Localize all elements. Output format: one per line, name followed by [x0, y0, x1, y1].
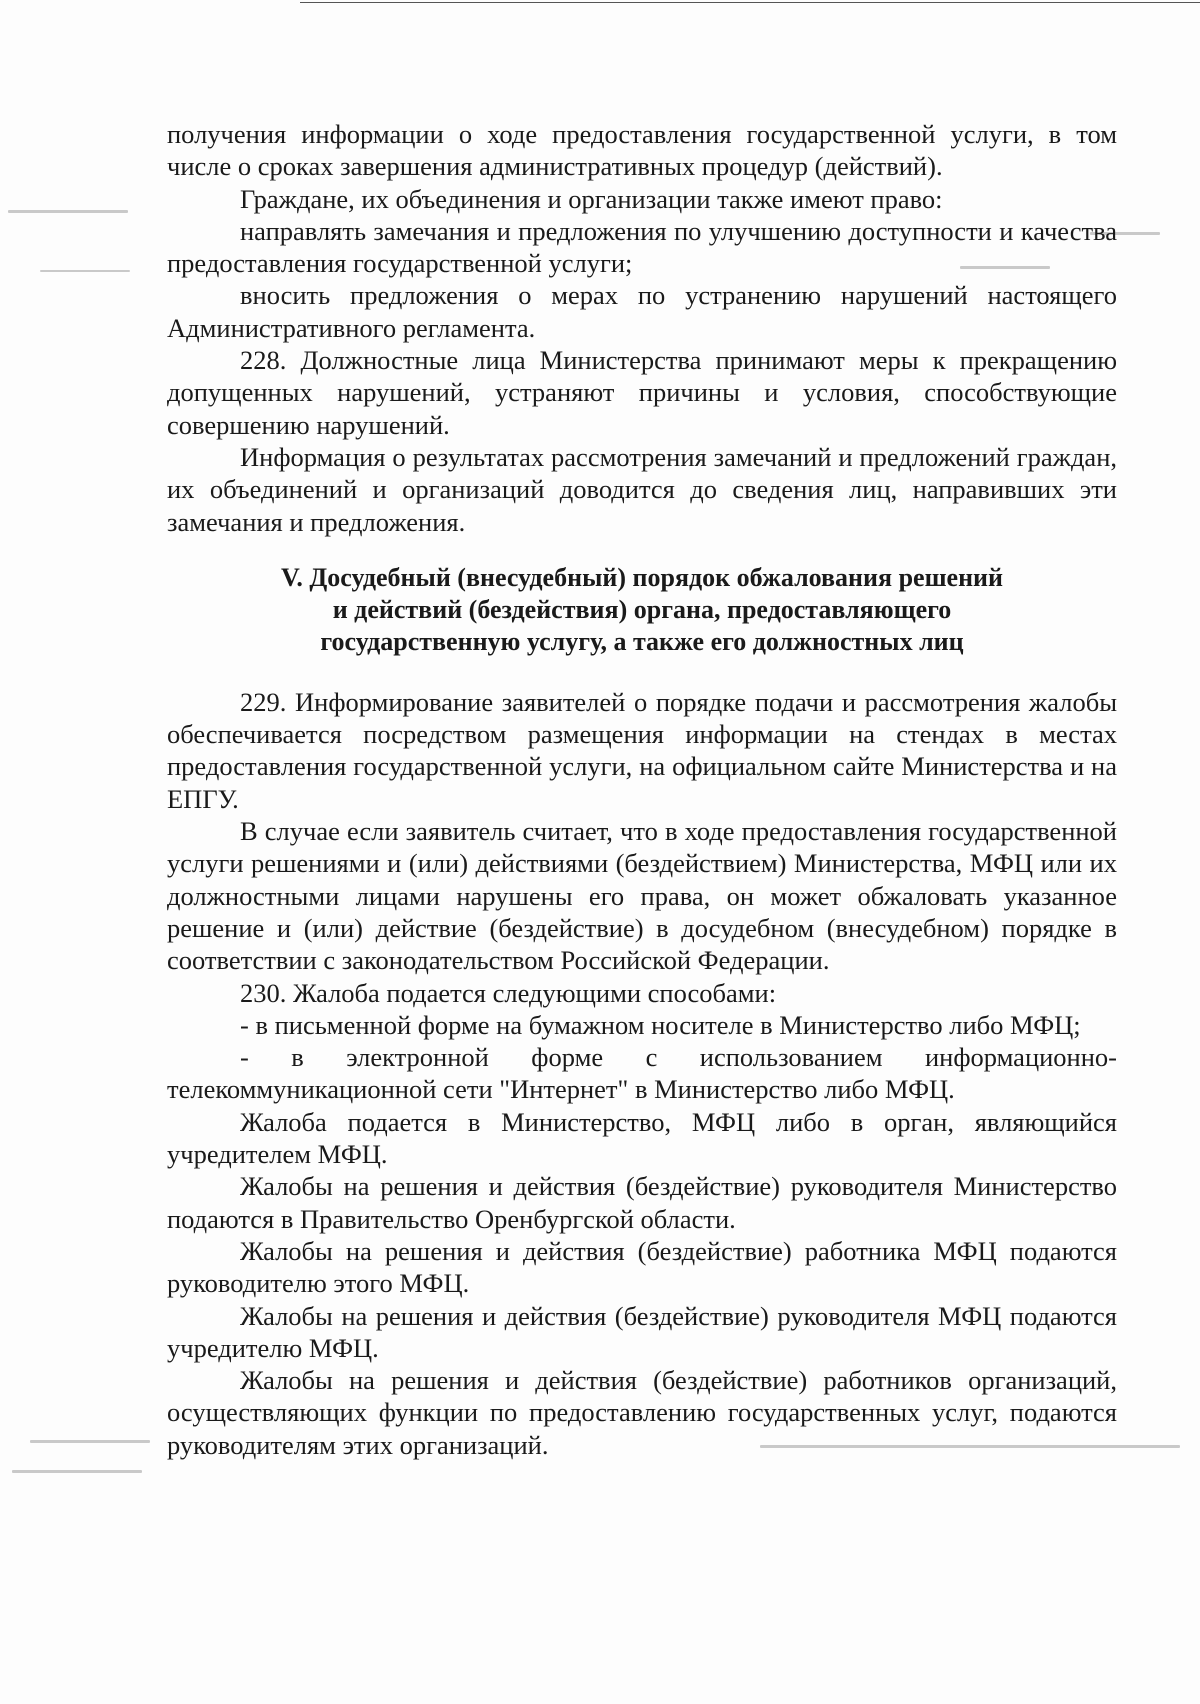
scan-noise — [40, 270, 130, 272]
section-heading-line: V. Досудебный (внесудебный) порядок обжалования решений — [280, 562, 1004, 592]
section-heading-line: государственную услугу, а также его должностных лиц — [320, 626, 964, 656]
paragraph-proposals: вносить предложения о мерах по устранению нарушений настоящего Административного регламента. — [167, 280, 1117, 343]
scan-noise — [8, 210, 128, 213]
paragraph-submitted-to: Жалоба подается в Министерство, МФЦ либо в орган, являющийся учредителем МФЦ. — [167, 1106, 1117, 1170]
paragraph-230: 230. Жалоба подается следующими способами: — [240, 977, 777, 1008]
paragraph-if-applicant: В случае если заявитель считает, что в ходе предоставления государственной услуги решениями и (или) действиями (бездействием) Министерства, МФЦ или их должностными лицами нарушены его права, он может обжаловать указанное решение и (или) действие (бездействие) в досудебном (внесудебном) порядке в соответствии с законодательством Российской Федерации. — [167, 816, 1117, 976]
paragraph-229: 229. Информирование заявителей о порядке подачи и рассмотрения жалобы обеспечивается посредством размещения информации на стендах в местах предоставления государственной услуги, на официальном сайте Министерства и на ЕПГУ. — [167, 686, 1117, 814]
scan-noise — [30, 1440, 150, 1443]
paragraph-worker-mfc: Жалобы на решения и действия (бездействие) работника МФЦ подаются руководителю этого МФЦ. — [167, 1235, 1117, 1299]
paragraph-info-results: Информация о результатах рассмотрения замечаний и предложений граждан, их объединений и организаций доводится до сведения лиц, направивших эти замечания и предложения. — [167, 441, 1117, 537]
paragraph-continuation: получения информации о ходе предоставления государственной услуги, в том числе о сроках завершения административных процедур (действий). — [167, 119, 1117, 182]
paragraph-written-form: - в письменной форме на бумажном носителе в Министерство либо МФЦ; — [240, 1009, 1081, 1040]
scan-noise — [12, 1470, 142, 1473]
document-body — [167, 118, 1117, 1461]
paragraph-228: 228. Должностные лица Министерства принимают меры к прекращению допущенных нарушений, устраняют причины и условия, способствующие совершению нарушений. — [167, 345, 1117, 440]
top-edge-line — [300, 2, 1200, 3]
paragraph-electronic-form: - в электронной форме с использованием информационно-телекоммуникационной сети "Интернет" в Министерство либо МФЦ. — [167, 1042, 1117, 1105]
paragraph-head-ministry: Жалобы на решения и действия (бездействие) руководителя Министерство подаются в Правительство Оренбургской области. — [167, 1171, 1117, 1234]
paragraph-head-mfc: Жалобы на решения и действия (бездействие) руководителя МФЦ подаются учредителю МФЦ. — [167, 1300, 1117, 1363]
paragraph-organizations: Жалобы на решения и действия (бездействие) работников организаций, осуществляющих функции по предоставлению государственных услуг, подаются руководителям этих организаций. — [167, 1365, 1117, 1460]
paragraph-citizens-rights: Граждане, их объединения и организации также имеют право: — [240, 183, 943, 214]
section-heading — [167, 562, 1117, 658]
paragraph-send-remarks: направлять замечания и предложения по улучшению доступности и качества предоставления государственной услуги; — [167, 215, 1117, 279]
section-heading-line: и действий (бездействия) органа, предоставляющего — [332, 594, 952, 624]
